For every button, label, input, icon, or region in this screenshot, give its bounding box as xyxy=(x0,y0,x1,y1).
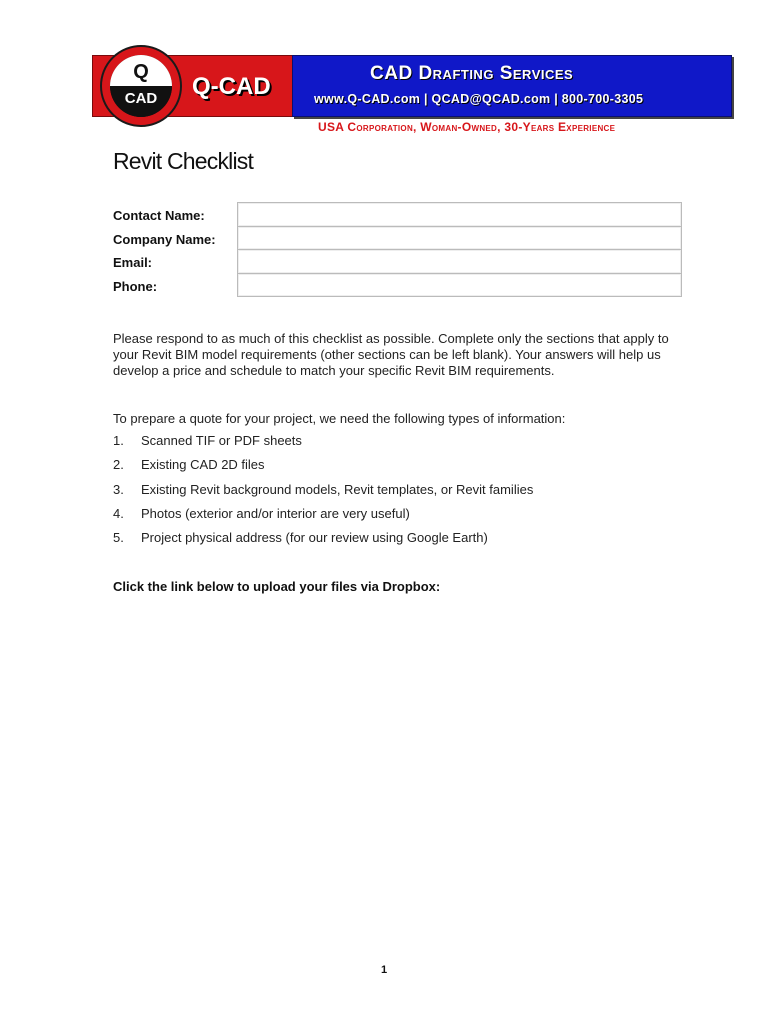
email-label: Email: xyxy=(113,255,153,270)
list-item: 4. Photos (exterior and/or interior are very useful) xyxy=(113,505,410,521)
contact-name-field[interactable] xyxy=(237,202,682,226)
company-name-field[interactable] xyxy=(237,226,682,250)
contact-line: www.Q-CAD.com | QCAD@QCAD.com | 800-700-3305 xyxy=(314,92,644,106)
list-item: 1. Scanned TIF or PDF sheets xyxy=(113,433,302,448)
company-name-label: Company Name: xyxy=(113,231,216,247)
form-labels xyxy=(113,204,216,298)
list-item: 3. Existing Revit background models, Revit templates, or Revit families xyxy=(113,481,534,497)
quote-intro: To prepare a quote for your project, we need the following types of information: xyxy=(113,411,566,426)
logo-cad: CAD xyxy=(110,86,172,117)
page-title: Revit Checklist xyxy=(113,148,254,174)
list-item: 5. Project physical address (for our review using Google Earth) xyxy=(113,530,488,546)
list-item: 2. Existing CAD 2D files xyxy=(113,457,265,473)
services-title: CAD Drafting Services xyxy=(370,63,574,84)
dropbox-upload-prompt: Click the link below to upload your files via Dropbox: xyxy=(113,579,441,594)
tagline: USA Corporation, Woman-Owned, 30-Years Experience xyxy=(318,120,616,134)
page-number: 1 xyxy=(381,964,388,976)
contact-name-label: Contact Name: xyxy=(113,208,205,223)
logo-emblem xyxy=(100,45,182,127)
brand-name: Q-CAD xyxy=(192,73,271,100)
info-list xyxy=(113,433,533,554)
logo-q: Q xyxy=(110,55,172,86)
phone-field[interactable] xyxy=(237,273,682,298)
form-fields xyxy=(237,202,682,297)
phone-label: Phone: xyxy=(113,278,158,294)
email-field[interactable] xyxy=(237,249,682,273)
intro-paragraph: Please respond to as much of this checklist as possible. Complete only the sections that apply to your Revit BIM model requirements (other sections can be left blank). Your answers will help us develop a price and schedule to match your specific Revit BIM requirements. xyxy=(113,331,669,378)
